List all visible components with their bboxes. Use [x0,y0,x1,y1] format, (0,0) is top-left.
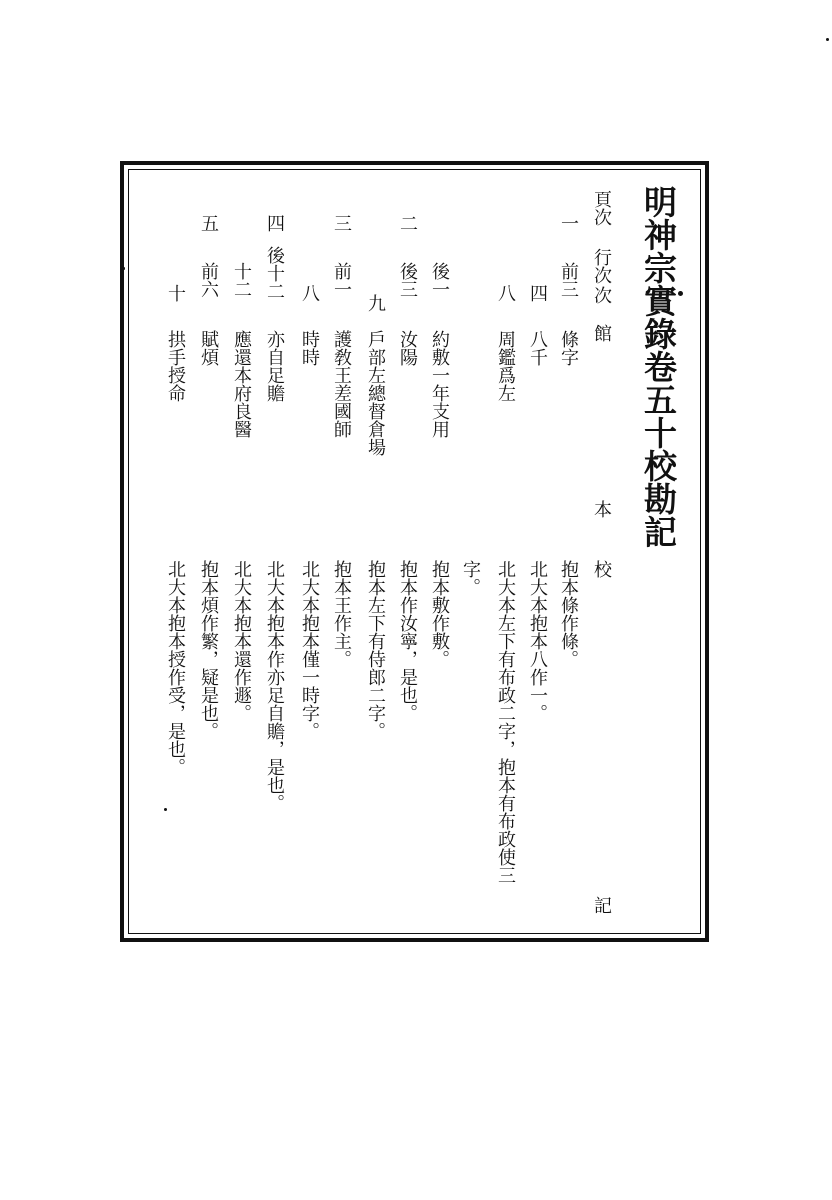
row-note: 北大本抱本授作受，是也。 [165,560,186,776]
ink-speck [826,38,829,41]
row-base-text: 拱手授命 [165,330,186,402]
ink-speck [123,267,125,270]
row-line: 十 [165,284,186,302]
row-line: 九 [365,294,386,312]
row-note: 北大本抱本作亦足自贍，是也。 [264,560,285,812]
row-base-text: 護敎王差國師 [331,330,352,438]
row-base-text: 賦煩 [198,330,219,366]
row-base-text: 亦自足贍 [264,330,285,402]
row-page: 三 [331,214,352,232]
row-line: 前一 [331,262,352,298]
header-edition-a: 次 [591,286,612,304]
row-note: 抱本條作條。 [558,560,579,668]
row-base-text: 時時 [299,330,320,366]
header-page: 頁次 [591,190,612,226]
row-line: 前三 [558,262,579,298]
row-note: 抱本左下有侍郎二字。 [365,560,386,740]
row-base-text: 約敷一年支用 [429,330,450,438]
row-note-continued: 字。 [460,560,481,596]
header-base: 本 [591,500,612,518]
row-note: 北大本抱本還作遯。 [231,560,252,722]
row-line: 四 [527,284,548,302]
row-line: 後十二 [264,246,285,300]
row-page: 一 [558,214,579,232]
row-line: 後一 [429,262,450,298]
row-base-text: 八千 [527,330,548,366]
row-line: 後三 [397,262,418,298]
row-note: 抱本敷作敷。 [429,560,450,668]
row-base-text: 汝陽 [397,330,418,366]
header-collation: 校 [591,560,612,578]
row-note: 北大本左下有布政二字，抱本有布政使三 [495,560,516,884]
row-page: 五 [198,214,219,232]
row-note: 抱本作汝寧，是也。 [397,560,418,722]
row-page: 二 [397,214,418,232]
row-line: 八 [299,284,320,302]
row-line: 八 [495,284,516,302]
header-edition: 館 [591,324,612,342]
row-base-text: 周鑑爲左 [495,330,516,402]
header-record: 記 [591,896,612,914]
row-base-text: 戶部左總督倉場 [365,330,386,456]
row-note: 北大本抱本八作一。 [527,560,548,722]
row-line: 十二 [231,262,252,298]
ink-speck [678,291,683,296]
row-base-text: 應還本府良醫 [231,330,252,438]
row-line: 前六 [198,262,219,298]
row-note: 抱本煩作繁，疑是也。 [198,560,219,740]
row-base-text: 條字 [558,330,579,366]
ink-speck [164,808,167,811]
row-note: 北大本抱本僅一時字。 [299,560,320,740]
row-note: 抱本王作主。 [331,560,352,668]
header-line: 行次 [591,248,612,284]
page-title: 明神宗實錄卷五十校勘記 [639,185,678,548]
row-page: 四 [264,214,285,232]
